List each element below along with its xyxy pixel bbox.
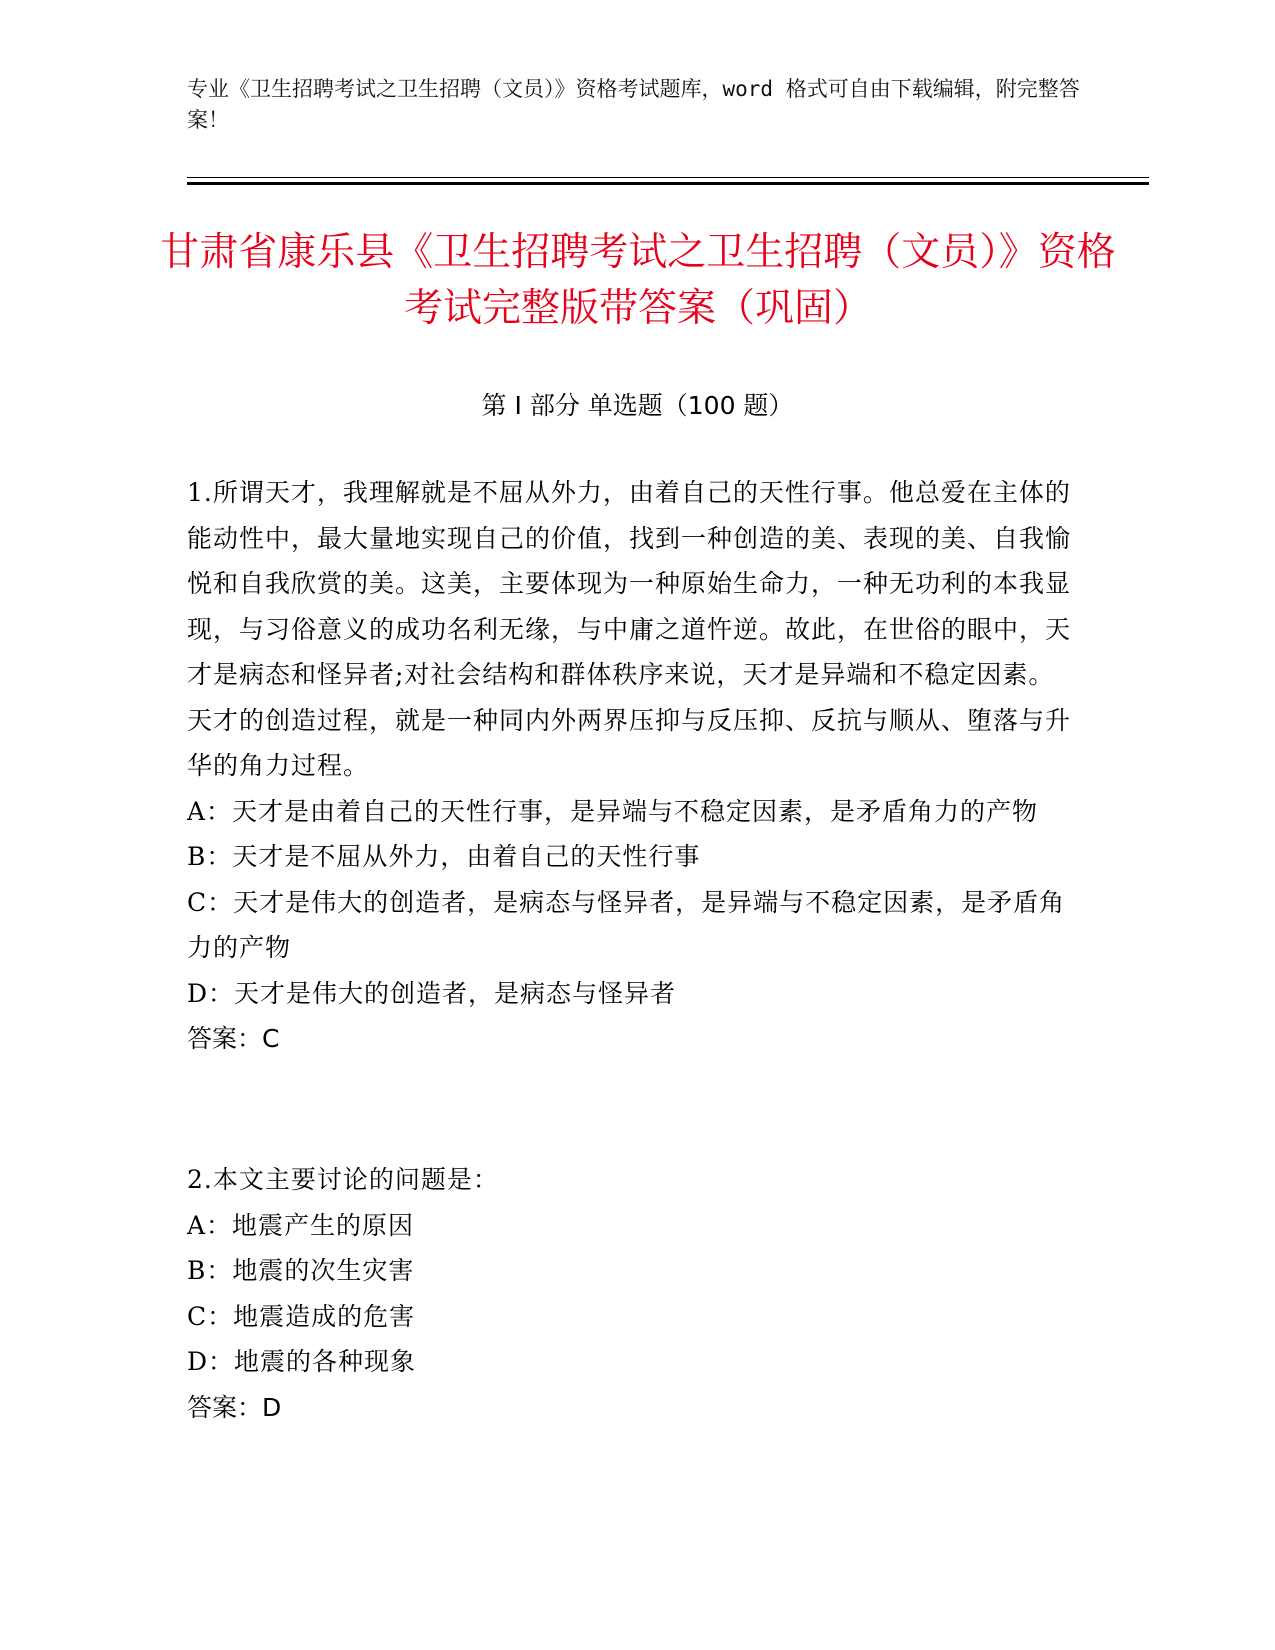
option-d: D：天才是伟大的创造者，是病态与怪异者 <box>187 978 677 1008</box>
question-text: 2.本文主要讨论的问题是： <box>187 1165 499 1194</box>
header-divider-thick <box>187 182 1149 185</box>
option-c: C：地震造成的危害 <box>187 1301 416 1331</box>
header-note: 专业《卫生招聘考试之卫生招聘（文员）》资格考试题库，word 格式可自由下载编辑，附完整答案！ <box>187 77 1080 132</box>
option-b: B：地震的次生灾害 <box>187 1256 415 1285</box>
question-block <box>187 1157 1077 1430</box>
option-c: C：天才是伟大的创造者，是病态与怪异者，是异端与不稳定因素，是矛盾角力的产物 <box>187 887 1066 962</box>
section-title: 第 I 部分 单选题（100 题） <box>481 391 794 420</box>
document-title: 甘肃省康乐县《卫生招聘考试之卫生招聘（文员）》资格考试完整版带答案（巩固） <box>160 230 1116 331</box>
option-d: D：地震的各种现象 <box>187 1347 417 1376</box>
option-a: A：天才是由着自己的天性行事，是异端与不稳定因素，是矛盾角力的产物 <box>187 796 1039 826</box>
answer-label: 答案：C <box>187 1024 280 1053</box>
option-a: A：地震产生的原因 <box>187 1210 415 1240</box>
answer-label: 答案：D <box>187 1392 282 1422</box>
question-block <box>187 470 1077 1062</box>
option-b: B：天才是不屈从外力，由着自己的天性行事 <box>187 842 701 871</box>
question-text: 1.所谓天才，我理解就是不屈从外力，由着自己的天性行事。他总爱在主体的能动性中，最大量地实现自己的价值，找到一种创造的美、表现的美、自我愉悦和自我欣赏的美。这美，主要体现为一种原始生命力，一种无功利的本我显现，与习俗意义的成功名利无缘，与中庸之道忤逆。故此，在世俗的眼中，天才是病态和怪异者;对社会结构和群体秩序来说，天才是异端和不稳定因素。天才的创造过程，就是一种同内外两界压抑与反压抑、反抗与顺从、堕落与升华的角力过程。 <box>187 478 1072 780</box>
header-divider-thin <box>187 177 1149 178</box>
